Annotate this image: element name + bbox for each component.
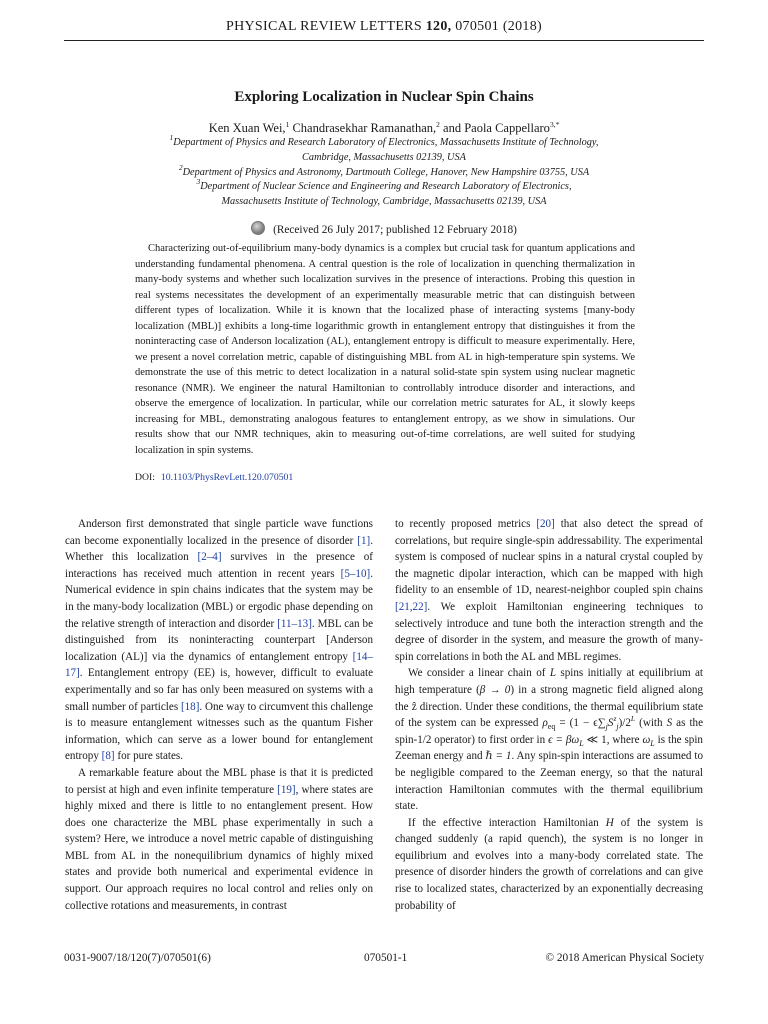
doi-label: DOI: xyxy=(135,472,155,483)
paragraph xyxy=(395,815,703,915)
abstract: Characterizing out-of-equilibrium many-body dynamics is a complex but crucial task for quantum applications and understanding fundamental phenomena. A central question is the role of localization in quenching thermalization in many-body systems and whether such localization survives in the presence of interactions. Probing this question in real systems necessitates the development of an experimentally measurable metric that can distinguish between different types of localization. While it is known that the localized phase of interacting systems [many-body localization (MBL)] exhibits a long-time logarithmic growth in entanglement entropy that distinguishes it from the noninteracting case of Anderson localization (AL), entanglement entropy is difficult to measure experimentally. Here, we present a novel correlation metric, capable of distinguishing MBL from AL in high-temperature spin systems. We demonstrate the use of this metric to detect localization in a natural solid-state spin system using nuclear magnetic resonance (NMR). We engineer the natural Hamiltonian to controllably introduce disorder and interactions, and observe the emergence of localization. In particular, while our correlation metric saturates for AL, it slowly keeps increasing for MBL, demonstrating analogous features to entanglement entropy, as we show in simulations. Our results show that our NMR techniques, akin to measuring out-of-time correlations, are well suited for studying localization in spin systems. xyxy=(135,243,635,456)
body-column-left xyxy=(65,516,373,914)
copyright: © 2018 American Physical Society xyxy=(545,952,704,964)
body-text: If the effective interaction Hamiltonian xyxy=(408,816,606,829)
header-rule xyxy=(64,40,704,41)
body-text: (with xyxy=(635,717,667,730)
math-var: L xyxy=(549,667,556,680)
math-sub: L xyxy=(650,738,655,748)
doi-line xyxy=(135,472,293,483)
affil-number: 1 xyxy=(169,133,174,142)
math-expr: ϵ = βω xyxy=(548,733,580,746)
math-expr: )/2 xyxy=(618,717,631,730)
author-list xyxy=(64,121,704,136)
affil-line: Department of Nuclear Science and Engineering and Research Laboratory of Electronics, xyxy=(200,181,572,192)
body-column-right xyxy=(395,516,703,914)
math-sup: z xyxy=(613,714,617,724)
affil-number: 3 xyxy=(196,177,201,186)
author-name: and Paola Cappellaro xyxy=(443,121,550,135)
body-text: . Whether this localization xyxy=(65,534,373,564)
doi-link[interactable]: 10.1103/PhysRevLett.120.070501 xyxy=(160,472,294,483)
body-text: to recently proposed metrics xyxy=(395,518,537,530)
math-sup: L xyxy=(630,714,636,724)
body-text: ≪ 1, where xyxy=(583,733,643,746)
body-text: . Numerical evidence in spin chains indicates that the system may be in the many-body localization (MBL) or ergodic phase depending on the relative strength of interaction and disorder xyxy=(65,567,373,630)
citation-link[interactable]: [11–13] xyxy=(277,617,312,630)
footer-code: 0031-9007/18/120(7)/070501(6) xyxy=(64,952,211,964)
citation-link[interactable]: [21,22] xyxy=(395,600,428,613)
citation-link[interactable]: [2–4] xyxy=(197,551,222,564)
citation-link[interactable]: [1] xyxy=(357,534,371,547)
body-text: Anderson first demonstrated that single particle wave functions can become exponentially localized in the presence of disorder xyxy=(65,518,373,547)
math-sub: j xyxy=(605,722,608,732)
body-text: that also detect the spread of correlations, but require single-spin addressability. The experimental system is composed of nuclear spins in a natural crystal coupled by the magnetic dipolar interaction, which can be mapped with high fidelity to an ensemble of 1D, nearest-neighbor coupled spin chains xyxy=(395,518,703,597)
body-text: is the spin Zeeman energy and xyxy=(395,733,703,763)
affiliation-3 xyxy=(120,177,648,209)
citation-link[interactable]: [5–10] xyxy=(340,567,371,580)
author-name: Ken Xuan Wei, xyxy=(208,121,286,135)
math-var: S xyxy=(607,717,614,730)
body-text: . MBL can be distinguished from its noninteracting counterpart [Anderson localization (AL)] via the dynamics of entanglement entropy xyxy=(65,617,373,663)
author-affil-mark: 1 xyxy=(285,120,290,129)
math-var: ω xyxy=(642,733,651,746)
citation-link[interactable]: [14–17] xyxy=(65,650,373,680)
math-var: S xyxy=(666,717,673,730)
body-text: for pure states. xyxy=(114,750,183,763)
body-text: as the spin-1/2 operator) to first order in xyxy=(395,717,704,746)
journal-volume: 120, xyxy=(425,19,452,34)
affil-line: Department of Physics and Astronomy, Dartmouth College, Hanover, New Hampshire 03755, USA xyxy=(182,167,590,178)
math-sub: eq xyxy=(547,722,556,732)
body-text: spins initially at equilibrium at high temperature ( xyxy=(395,667,704,696)
received-text: (Received 26 July 2017; published 12 February 2018) xyxy=(273,224,517,236)
math-expr: ℏ = 1 xyxy=(485,750,512,763)
body-text: A remarkable feature about the MBL phase is that it is predicted to persist at high and even infinite temperature xyxy=(65,766,373,796)
citation-link[interactable]: [20] xyxy=(536,518,555,530)
author-affil-mark: 2 xyxy=(436,120,440,129)
paper-title: Exploring Localization in Nuclear Spin Chains xyxy=(234,89,534,105)
body-text: survives in the presence of interactions has received much attention in recent years xyxy=(65,551,373,580)
math-var: ρ xyxy=(542,717,548,730)
body-text: of the system is changed suddenly (a rapid quench), the system is no longer in equilibrium and evolves into a many-body correlated state. The presence of disorder hinders the growth of correlations and can give rise to localized states, characterized by an exponentially decreasing probability of xyxy=(395,816,703,912)
citation-link[interactable]: [18] xyxy=(180,700,200,713)
affil-line: Cambridge, Massachusetts 02139, USA xyxy=(302,151,466,163)
body-text: ) in a strong magnetic field aligned along the ẑ direction. Under these conditions, the thermal equilibrium state of the system can be expressed xyxy=(395,683,704,730)
body-text: , where states are highly mixed and there is little to no entanglement present. How does one characterize the MBL phase experimentally in such a system? Here, we introduce a novel metric capable of distinguishing MBL from AL in the nonequilibrium dynamics of highly mixed states and provide both numerical and experimental evidence in support. Our approach requires no local control and relies only on collective rotations and measurements, in contrast xyxy=(65,783,374,912)
paragraph xyxy=(395,665,703,814)
author-affil-mark: 3,* xyxy=(549,120,560,129)
affil-line: Department of Physics and Research Laboratory of Electronics, Massachusetts Institute of Technology, xyxy=(173,137,599,148)
affil-number: 2 xyxy=(178,163,183,172)
author-name: Chandrasekhar Ramanathan, xyxy=(292,121,437,135)
body-text: . We exploit Hamiltonian engineering techniques to selectively introduce and tune both the interaction strength and the degree of disorder in the system, and measure the growth of many-spin correlations in both the AL and MBL regimes. xyxy=(395,600,703,663)
paragraph xyxy=(395,516,703,665)
citation-link[interactable]: [8] xyxy=(101,750,115,763)
crossmark-icon[interactable] xyxy=(251,221,265,235)
page-number: 070501-1 xyxy=(364,952,408,964)
body-text: . Entanglement entropy (EE) is, however, difficult to evaluate experimentally and so far has only been measured on systems with a small number of particles xyxy=(65,667,373,713)
body-text: . One way to circumvent this challenge is to measure entanglement witnesses such as the quantum Fisher information, which can serve as a lower bound for entanglement entropy xyxy=(65,700,373,763)
affil-line: Massachusetts Institute of Technology, Cambridge, Massachusetts 02139, USA xyxy=(221,195,547,207)
math-expr: β → 0 xyxy=(479,683,511,696)
received-dates xyxy=(64,221,704,236)
journal-name: PHYSICAL REVIEW LETTERS xyxy=(226,19,422,34)
affiliation-1 xyxy=(120,133,648,165)
math-sub: L xyxy=(579,738,584,748)
running-header xyxy=(64,19,704,35)
paragraph xyxy=(65,765,373,914)
math-var: H xyxy=(605,816,614,829)
body-text: We consider a linear chain of xyxy=(408,667,550,680)
body-text: . Any spin-spin interactions are assumed to be negligible compared to the Zeeman energy, so that the natural interaction Hamiltonian commutes with the thermal equilibrium state. xyxy=(395,750,704,813)
math-expr: = (1 − ϵ∑ xyxy=(555,717,606,730)
citation-link[interactable]: [19] xyxy=(277,783,296,796)
math-sub: j xyxy=(616,722,619,732)
paragraph xyxy=(65,516,373,765)
article-number: 070501 (2018) xyxy=(455,19,542,34)
